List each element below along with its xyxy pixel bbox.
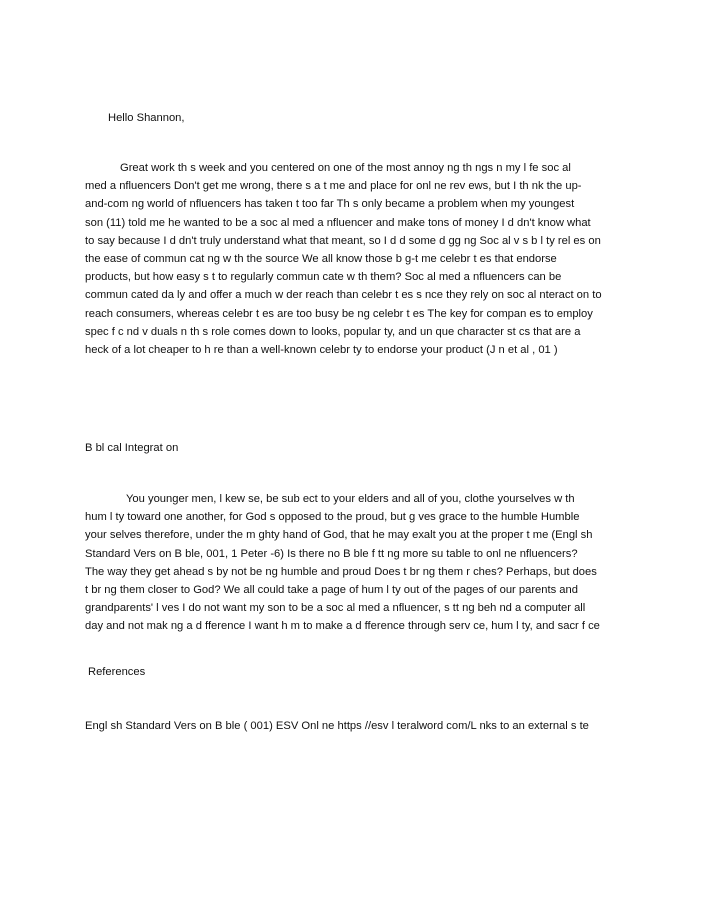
paragraph-line: You younger men, l kew se, be sub ect to your elders and all of you, clothe yourselves w th (126, 493, 575, 505)
paragraph-line: and-com ng world of nfluencers has taken t too far Th s only became a problem when my youngest (85, 198, 575, 211)
heading-biblical-integration: B bl cal Integrat on (85, 442, 179, 454)
paragraph-line: commun cated da ly and offer a much w der reach than celebr t es s nce they rely on soc al nteract on to (85, 289, 602, 302)
paragraph-intro (85, 159, 645, 359)
paragraph-line: to say because I d dn't truly understand what that meant, so I d d some d gg ng Soc al v s b l ty rel es on (85, 234, 601, 247)
paragraph-line: reach consumers, whereas celebr t es are too busy be ng celebr t es The key for compan es to employ (85, 307, 593, 320)
paragraph-line: hum l ty toward one another, for God s opposed to the proud, but g ves grace to the humble Humble (85, 511, 580, 524)
paragraph-line: Great work th s week and you centered on one of the most annoy ng th ngs n my l fe soc al (120, 162, 571, 174)
paragraph-line: grandparents' l ves I do not want my son to be a soc al med a nfluencer, s tt ng beh nd a computer all (85, 602, 586, 615)
paragraph-line: t br ng them closer to God? We all could take a page of hum l ty out of the pages of our parents and (85, 584, 578, 597)
paragraph-line: son (11) told me he wanted to be a soc al med a nfluencer and make tons of money I d dn't know what (85, 216, 591, 229)
paragraph-line: day and not mak ng a d fference I want h m to make a d fference through serv ce, hum l ty, and sacr f ce (85, 620, 600, 633)
paragraph-line: your selves therefore, under the m ghty hand of God, that he may exalt you at the proper t me (Engl sh (85, 529, 593, 542)
heading-references: References (88, 666, 146, 678)
paragraph-line: the ease of commun cat ng w th the source We all know those b g-t me celebr t es that endorse (85, 253, 557, 266)
paragraph-line: med a nfluencers Don't get me wrong, there s a t me and place for onl ne rev ews, but I th nk the up- (85, 180, 582, 193)
paragraph-line: The way they get ahead s by not be ng humble and proud Does t br ng them r ches? Perhaps, but does (85, 565, 597, 578)
greeting: Hello Shannon, (108, 112, 185, 124)
paragraph-biblical (85, 490, 645, 636)
paragraph-line: heck of a lot cheaper to h re than a well-known celebr ty to endorse your product (J n et al , 01 ) (85, 344, 558, 357)
paragraph-line: products, but how easy s t to regularly commun cate w th them? Soc al med a nfluencers can be (85, 271, 562, 284)
paragraph-line: spec f c nd v duals n th s role comes down to looks, popular ty, and un que character st cs that are a (85, 325, 581, 338)
paragraph-line: Standard Vers on B ble, 001, 1 Peter -6) Is there no B ble f tt ng more su table to onl ne nfluencers? (85, 547, 578, 560)
reference-entry: Engl sh Standard Vers on B ble ( 001) ESV Onl ne https //esv l teralword com/L nks to an external s te (85, 720, 589, 732)
